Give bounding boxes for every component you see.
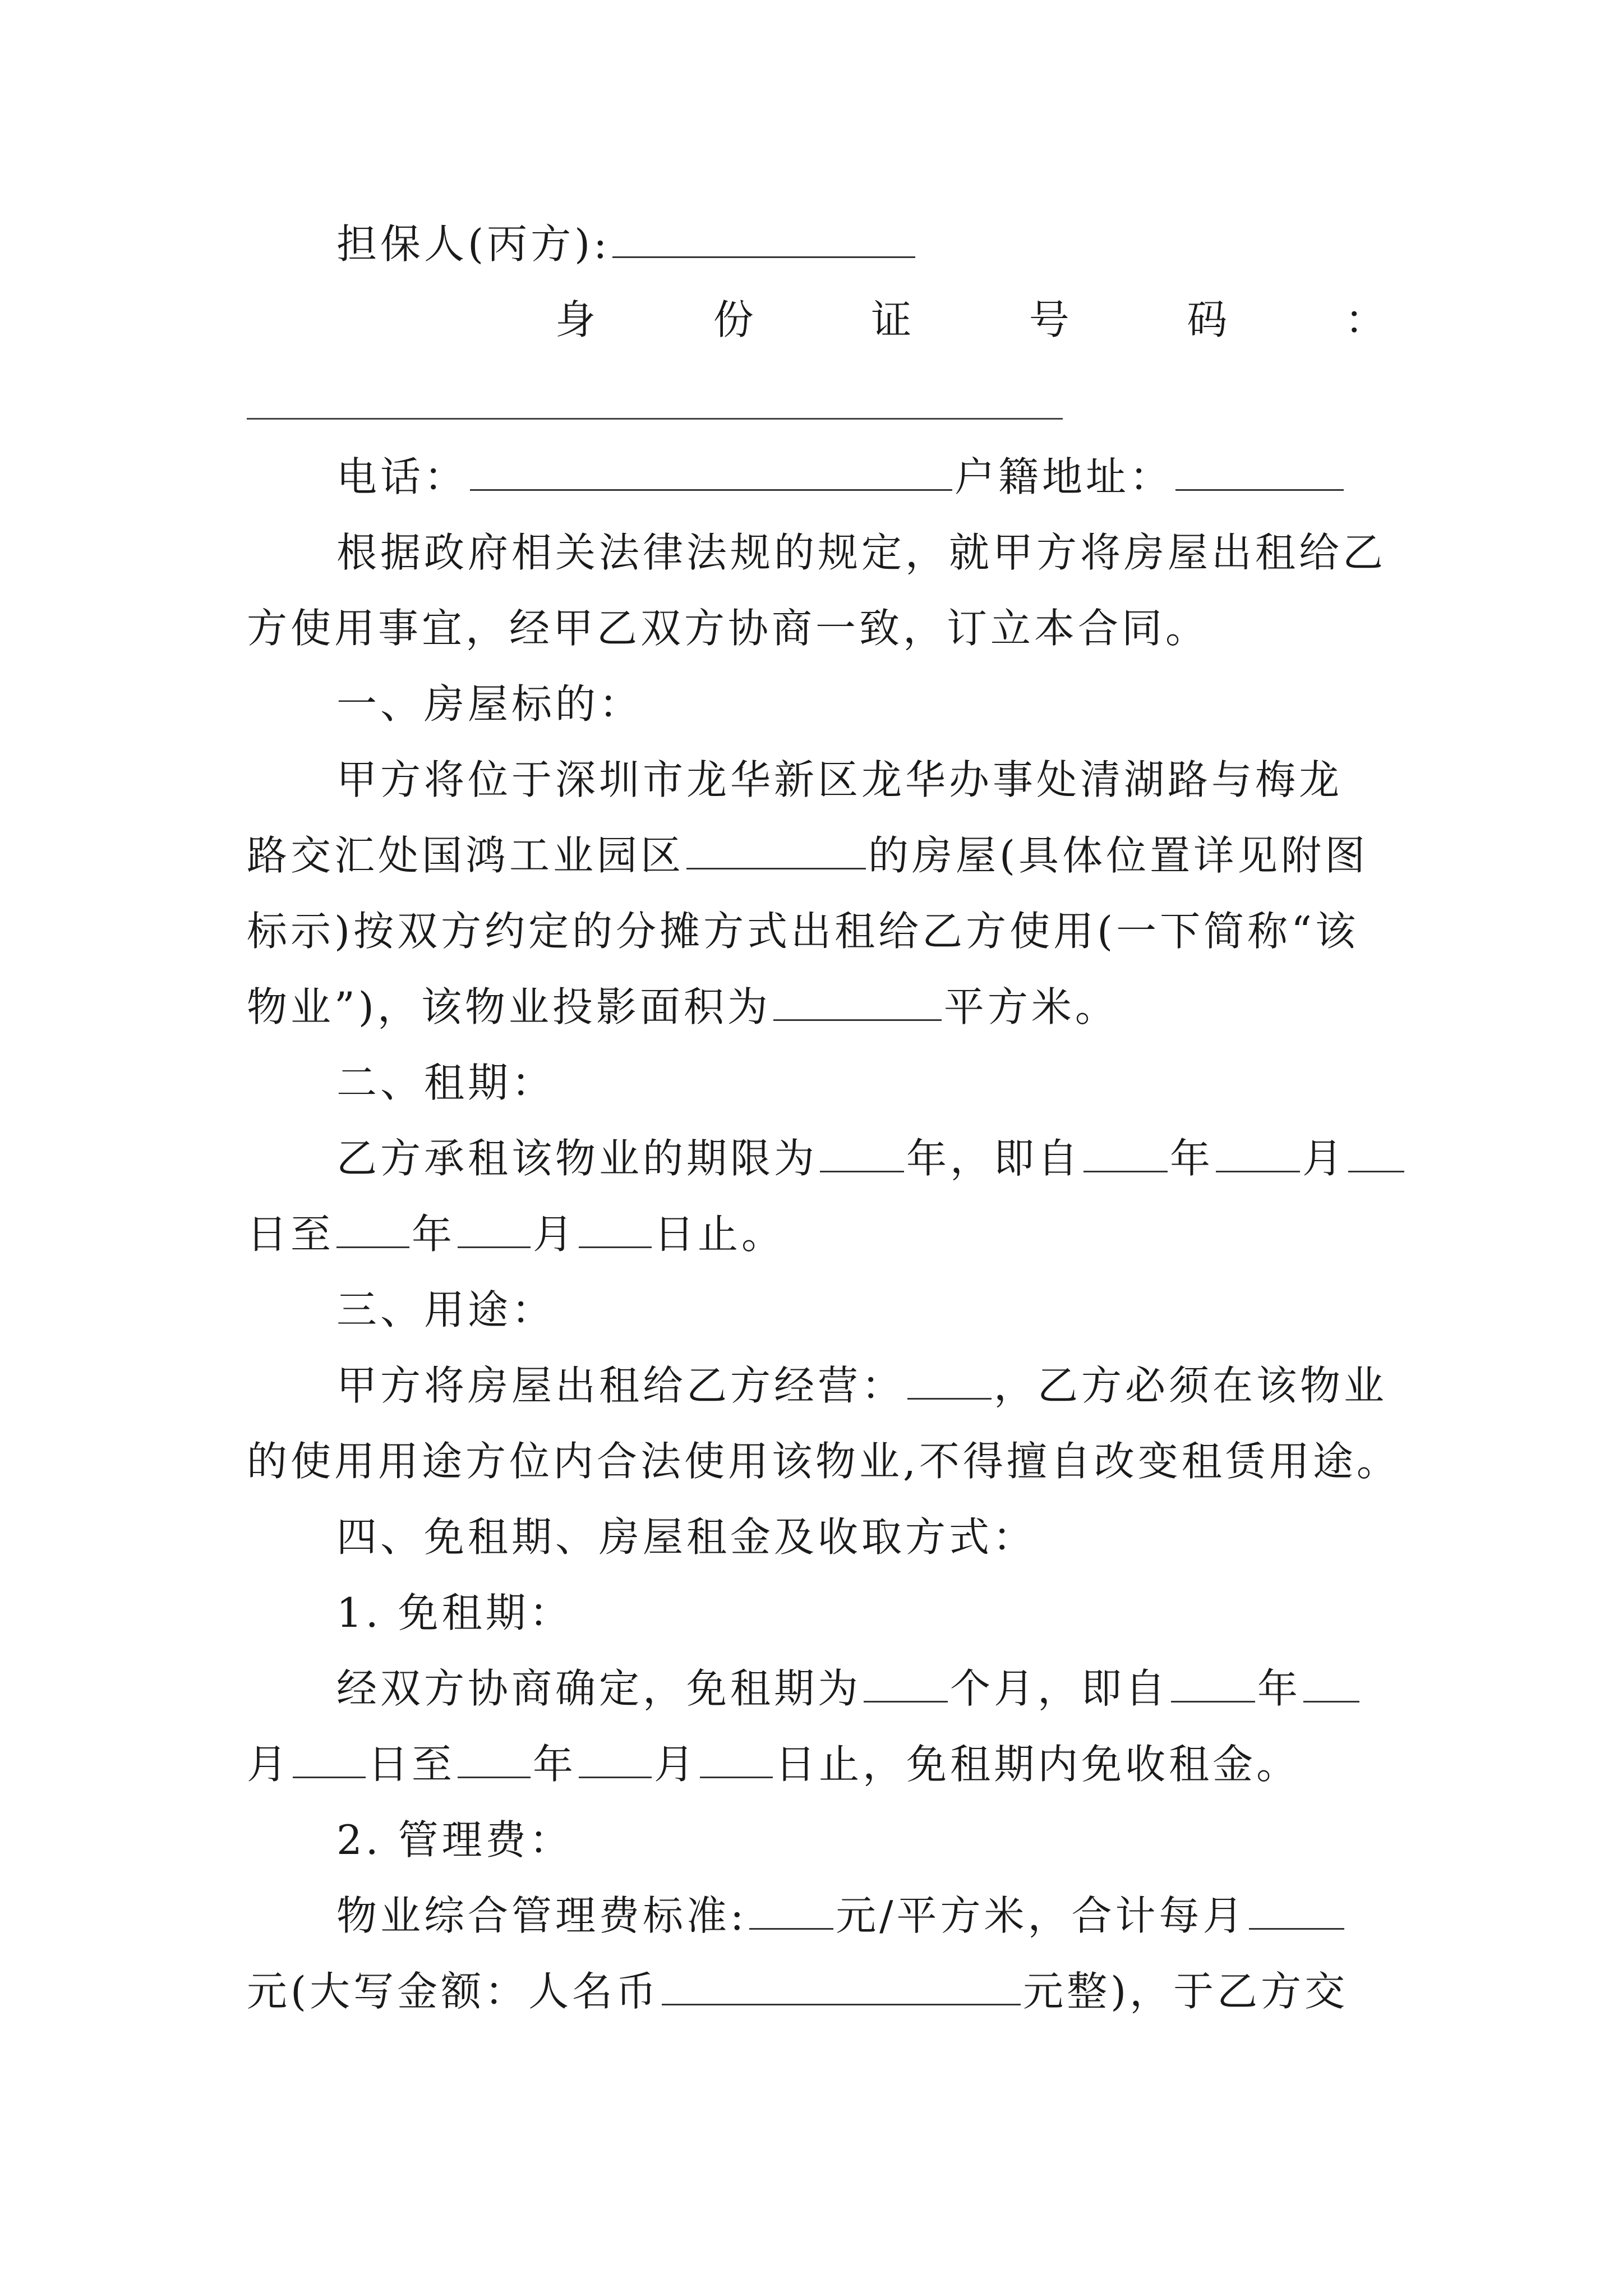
years-blank <box>820 1131 904 1172</box>
monthly-total-blank <box>1249 1889 1344 1930</box>
end-month-blank <box>458 1207 531 1248</box>
section2-text: 月 <box>533 1211 577 1258</box>
section3-text: ，乙方必须在该物业 <box>994 1362 1388 1409</box>
management-fee-line-2 <box>247 1963 1385 2019</box>
subsection-management-fee-heading: 2. 管理费： <box>336 1816 573 1864</box>
section2-text: 月 <box>1302 1135 1347 1182</box>
section1-line-4 <box>247 979 1385 1035</box>
start-month-blank <box>1216 1131 1300 1172</box>
hukou-label: 户籍地址： <box>955 453 1174 500</box>
section2-text: 乙方承租该物业的期限为 <box>336 1135 818 1182</box>
rent-free-line-2 <box>247 1736 1385 1792</box>
fee-text: 元整)，于乙方交 <box>1023 1968 1349 2015</box>
phone-label: 电话： <box>336 453 468 500</box>
section2-heading: 二、租期： <box>336 1059 556 1106</box>
section1-line-3: 标示)按双方约定的分摊方式出租给乙方使用(一下简称“该 <box>247 908 1359 955</box>
fee-text: 元(大写金额：人名币 <box>247 1968 660 2015</box>
id-char: 号 <box>1029 296 1069 343</box>
rent-free-text: 年 <box>533 1741 577 1788</box>
rf-end-year-blank <box>458 1737 531 1778</box>
rf-start-day-blank <box>293 1737 366 1778</box>
section2-text: 年 <box>412 1211 456 1258</box>
end-day-blank <box>579 1207 652 1248</box>
start-day-blank <box>1348 1131 1404 1172</box>
rent-free-text: 年 <box>1257 1665 1302 1712</box>
end-year-blank <box>336 1207 409 1248</box>
section3-line-2: 的使用用途方位内合法使用该物业,不得擅自改变租赁用途。 <box>247 1438 1400 1485</box>
area-blank <box>773 980 942 1021</box>
intro-line-2: 方使用事宜，经甲乙双方协商一致，订立本合同。 <box>247 605 1210 652</box>
rf-start-year-blank <box>1171 1662 1255 1703</box>
section2-text: 日至 <box>247 1211 335 1258</box>
unit-blank <box>686 829 866 869</box>
rent-free-text: 日至 <box>368 1741 456 1788</box>
section1-line-1: 甲方将位于深圳市龙华新区龙华办事处清湖路与梅龙 <box>336 756 1343 803</box>
id-number-blank <box>247 418 1063 420</box>
section4-heading: 四、免租期、房屋租金及收取方式： <box>336 1513 1037 1561</box>
section1-line-2 <box>247 827 1385 884</box>
rf-end-month-blank <box>579 1737 652 1778</box>
guarantor-label: 担保人(丙方): <box>336 220 611 268</box>
id-char: 证 <box>871 296 912 343</box>
id-char: 份 <box>713 296 754 343</box>
section3-heading: 三、用途： <box>336 1286 556 1333</box>
section1-text: 的房屋(具体位置详见附图 <box>868 832 1369 879</box>
section1-text: 平方米。 <box>943 983 1119 1030</box>
rf-start-month-blank <box>1303 1662 1359 1703</box>
business-blank <box>907 1359 992 1400</box>
intro-line-1: 根据政府相关法律法规的规定，就甲方将房屋出租给乙 <box>336 529 1387 576</box>
id-char: 身 <box>555 296 596 343</box>
section2-line-1 <box>336 1130 1385 1186</box>
rent-free-text: 日止，免租期内免收租金。 <box>775 1741 1301 1788</box>
section2-text: 日止。 <box>654 1211 786 1258</box>
section1-text: 路交汇处国鸿工业园区 <box>247 832 685 879</box>
fee-rate-blank <box>749 1889 833 1930</box>
hukou-blank <box>1175 450 1344 491</box>
start-year-blank <box>1083 1131 1168 1172</box>
id-number-line <box>555 292 1385 348</box>
phone-blank <box>470 450 952 491</box>
management-fee-line-1 <box>336 1888 1385 1944</box>
section3-line-1 <box>336 1358 1388 1414</box>
subsection-rent-free-heading: 1. 免租期： <box>336 1589 573 1636</box>
fee-text: 物业综合管理费标准: <box>336 1892 748 1939</box>
rf-end-day-blank <box>700 1737 773 1778</box>
guarantor-blank <box>612 217 915 258</box>
guarantor-line <box>336 216 1385 272</box>
section2-text: 年 <box>1170 1135 1214 1182</box>
months-blank <box>864 1662 948 1703</box>
section3-text: 甲方将房屋出租给乙方经营： <box>336 1362 906 1409</box>
section1-text: 物业”)，该物业投影面积为 <box>247 983 771 1030</box>
section1-heading: 一、房屋标的： <box>336 680 643 728</box>
section2-line-2 <box>247 1206 1385 1262</box>
id-char: 码 <box>1187 296 1228 343</box>
phone-line <box>336 449 1385 505</box>
rent-free-text: 个月，即自 <box>950 1665 1169 1712</box>
rent-free-line-1 <box>336 1660 1385 1717</box>
amount-in-words-blank <box>662 1964 1021 2005</box>
id-char: ： <box>1344 296 1385 343</box>
rent-free-text: 月 <box>654 1741 698 1788</box>
rent-free-text: 月 <box>247 1741 291 1788</box>
section2-text: 年，即自 <box>906 1135 1082 1182</box>
rent-free-text: 经双方协商确定，免租期为 <box>336 1665 862 1712</box>
fee-text: 元/平方米，合计每月 <box>836 1892 1247 1939</box>
